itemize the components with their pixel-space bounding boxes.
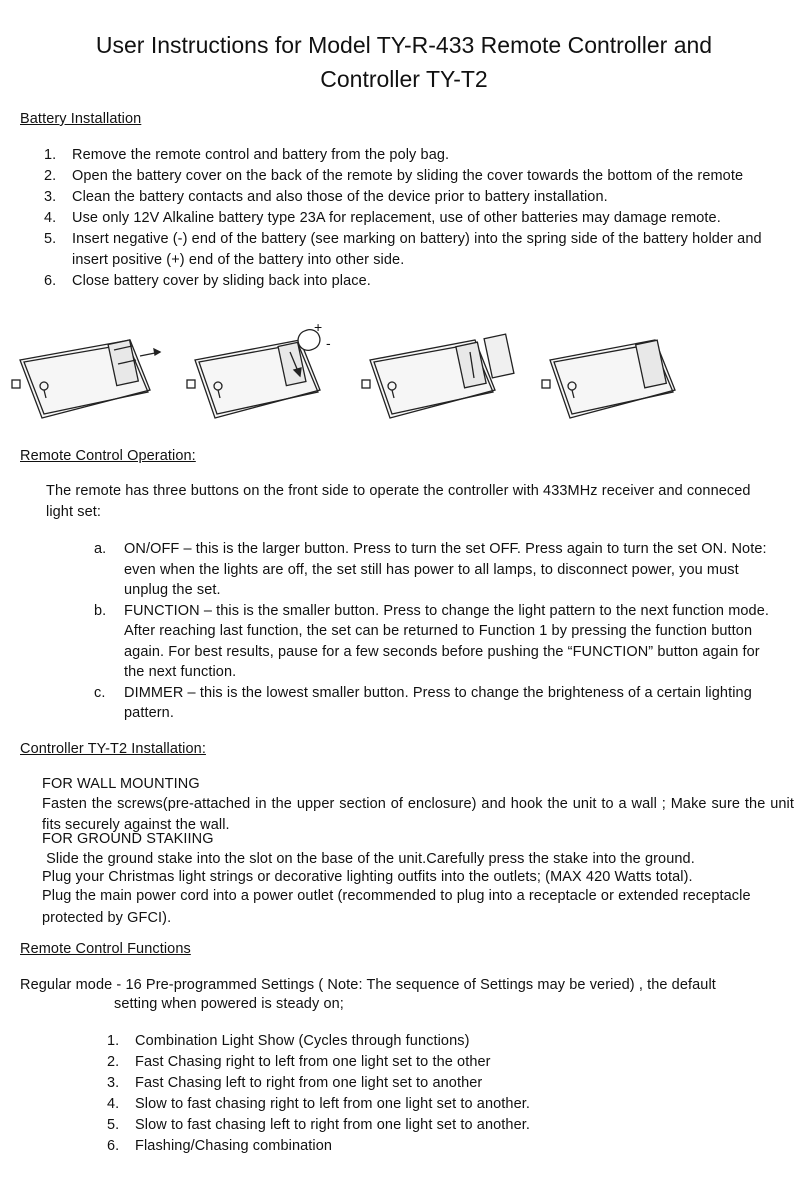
remote-operation-intro: The remote has three buttons on the front side to operate the controller with 433MHz receiver and conneced light set: [46,483,751,520]
function-number: 1. [107,1033,120,1049]
wall-mounting-title: FOR WALL MOUNTING [42,776,200,792]
step-number: 4. [44,210,57,226]
operation-item [94,601,784,683]
function-number: 4. [107,1096,120,1112]
remote-illustration-3 [362,334,514,418]
function-text: Slow to fast chasing right to left from one light set to another. [135,1096,530,1112]
item-text: FUNCTION – this is the smaller button. Press to change the light pattern to the next function mode. After reaching last function, the set can be returned to Function 1 by pressing the function button again. For best results, pause for a few seconds before pushing the “FUNCTION” button again for the next function. [124,602,769,680]
functions-list [107,1031,775,1157]
plug-lights-text: Plug your Christmas light strings or decorative lighting outfits into the outlets; (MAX 420 Watts total). [42,869,693,885]
function-number: 6. [107,1138,120,1154]
item-letter: c. [94,684,106,701]
function-number: 2. [107,1054,120,1070]
step-number: 5. [44,231,57,247]
remote-operation-list [94,539,784,724]
ground-staking-text: Slide the ground stake into the slot on the base of the unit.Carefully press the stake into the ground. [42,851,695,867]
function-text: Fast Chasing left to right from one light set to another [135,1075,483,1091]
plug-power-text: Plug the main power cord into a power outlet (recommended to plug into a receptacle or extended receptacle protected by GFCI). [42,888,751,926]
item-letter: b. [94,602,107,619]
operation-item [94,539,784,601]
battery-step [44,229,794,271]
step-number: 2. [44,168,57,184]
item-text: DIMMER – this is the lowest smaller button. Press to change the brighteness of a certain lighting pattern. [124,684,752,721]
remote-illustration-2 [187,327,323,418]
ground-staking-title: FOR GROUND STAKIING [42,831,214,847]
step-number: 3. [44,189,57,205]
functions-intro-line-2: setting when powered is steady on; [114,996,344,1012]
item-text: ON/OFF – this is the larger button. Press to turn the set OFF. Press again to turn the set ON. Note: even when the lights are off, the set still has power to all lamps, to disconnect power, you must unplug the set. [124,541,767,598]
function-number: 3. [107,1075,120,1091]
function-item [107,1115,775,1136]
step-text: Insert negative (-) end of the battery (see marking on battery) into the spring side of the battery holder and insert positive (+) end of the battery into other side. [72,231,762,268]
document-title [20,28,788,96]
function-text: Slow to fast chasing left to right from one light set to another. [135,1117,530,1133]
step-text: Close battery cover by sliding back into place. [72,273,371,289]
battery-steps-list [44,145,794,292]
function-number: 5. [107,1117,120,1133]
item-letter: a. [94,541,107,557]
battery-installation-illustration [0,322,808,430]
battery-step [44,187,794,208]
title-line-1: User Instructions for Model TY-R-433 Remote Controller and [95,32,713,58]
controller-install-body [42,774,792,795]
function-text: Fast Chasing right to left from one light set to the other [135,1054,491,1070]
operation-item [94,683,784,724]
step-number: 1. [44,147,57,163]
function-item [107,1073,775,1094]
step-text: Remove the remote control and battery from the poly bag. [72,147,450,163]
battery-step [44,145,794,166]
wall-mounting-text: Fasten the screws(pre-attached in the upper section of enclosure) and hook the unit to a wall ; Make sure the unit fits securely against the wall. [42,796,794,833]
remote-operation-heading: Remote Control Operation: [20,448,196,464]
function-item [107,1031,775,1052]
minus-label: - [326,335,331,351]
step-text: Open the battery cover on the back of the remote by sliding the cover towards the bottom of the remote [72,168,744,184]
function-text: Flashing/Chasing combination [135,1138,333,1154]
functions-heading: Remote Control Functions [20,941,191,957]
step-text: Clean the battery contacts and also those of the device prior to battery installation. [72,189,608,205]
battery-heading: Battery Installation [20,111,142,127]
function-item [107,1136,775,1157]
title-line-2: Controller TY-T2 [320,66,488,92]
function-text: Combination Light Show (Cycles through functions) [135,1033,470,1049]
remote-illustration-1 [12,340,160,418]
battery-step [44,166,794,187]
function-item [107,1052,775,1073]
battery-step [44,271,794,292]
function-item [107,1094,775,1115]
functions-intro-line-1: Regular mode - 16 Pre-programmed Settings ( Note: The sequence of Settings may be veried) , the default [20,977,716,993]
step-number: 6. [44,273,57,289]
controller-install-heading: Controller TY-T2 Installation: [20,741,206,757]
battery-step [44,208,794,229]
remote-illustration-4 [542,340,675,418]
step-text: Use only 12V Alkaline battery type 23A for replacement, use of other batteries may damage remote. [72,210,721,226]
plus-label: + [314,322,323,335]
